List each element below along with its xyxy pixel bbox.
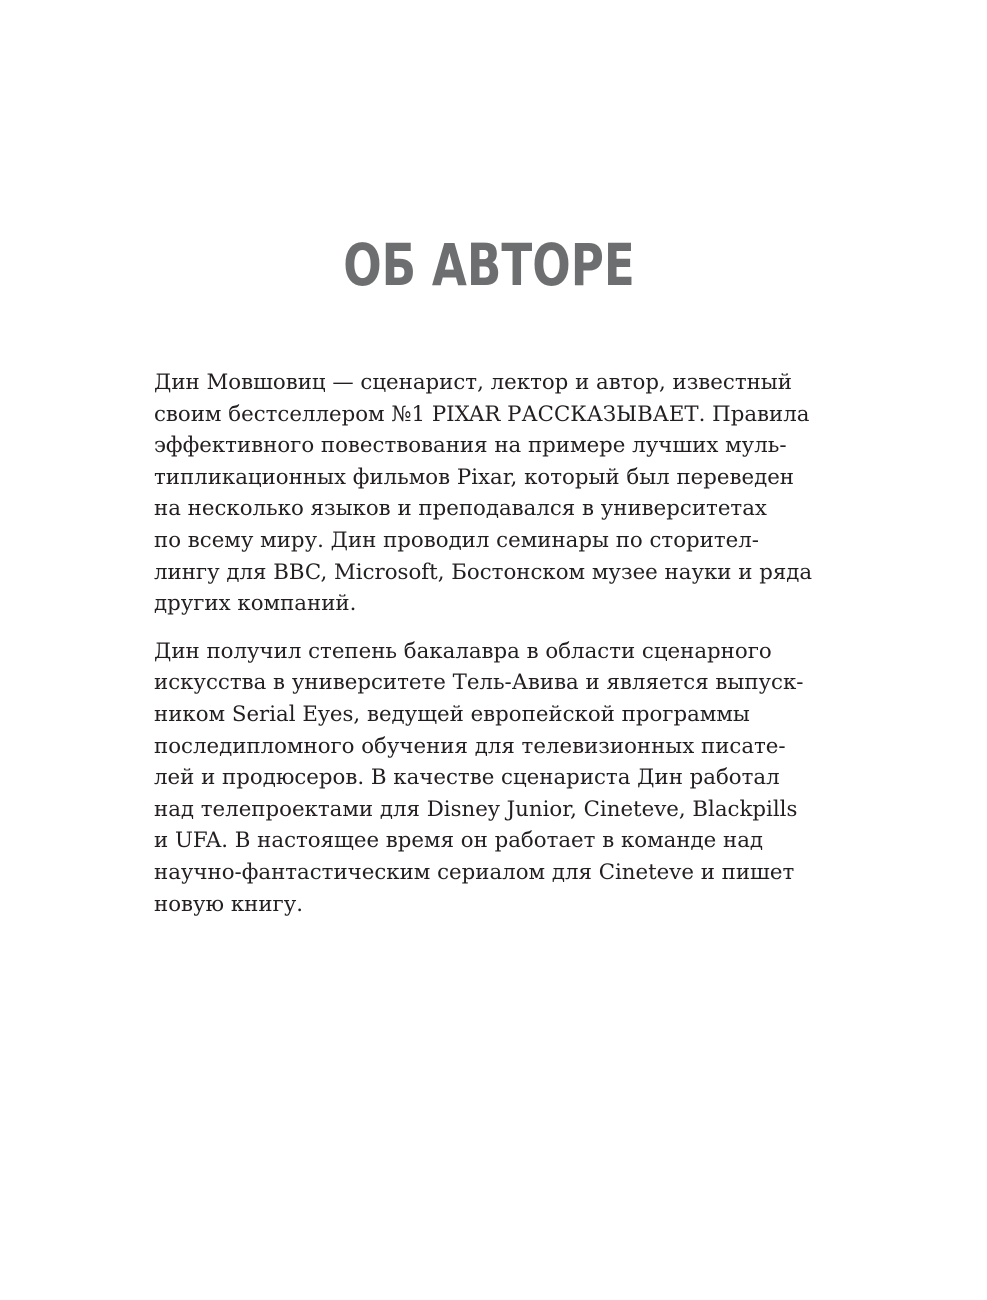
text-line: на несколько языков и преподавался в университетах: [154, 496, 767, 522]
bio-paragraph-1: [154, 367, 813, 620]
text-line: ником Serial Eyes, ведущей европейской программы: [154, 701, 750, 727]
text-line: лингу для BBC, Microsoft, Бостонском музее науки и ряда: [154, 559, 813, 585]
text-line: последипломного обучения для телевизионных писате-: [154, 733, 786, 759]
text-line: типликационных фильмов Pixar, который был переведен: [154, 464, 794, 490]
text-line: новую книгу.: [154, 891, 304, 917]
text-line: Дин Мовшовиц — сценарист, лектор и автор, известный: [154, 370, 792, 395]
text-line: над телепроектами для Disney Junior, Cineteve, Blackpills: [154, 796, 798, 822]
text-line: по всему миру. Дин проводил семинары по сторител-: [154, 527, 759, 553]
bio-paragraph-2: [154, 636, 804, 920]
text-line: других компаний.: [154, 591, 357, 617]
text-line: научно-фантастическим сериалом для Cineteve и пишет: [154, 859, 795, 885]
text-line: и UFA. В настоящее время он работает в команде над: [154, 828, 764, 854]
author-bio: [154, 367, 813, 936]
page-title: ОБ АВТОРЕ: [343, 231, 635, 299]
text-line: лей и продюсеров. В качестве сценариста Дин работал: [154, 765, 780, 791]
text-line: эффективного повествования на примере лучших муль-: [154, 433, 787, 459]
text-line: искусства в университете Тель-Авива и является выпуск-: [154, 670, 804, 696]
text-line: своим бестселлером №1 PIXAR РАССКАЗЫВАЕТ. Правила: [154, 401, 810, 427]
text-line: Дин получил степень бакалавра в области сценарного: [154, 638, 772, 664]
